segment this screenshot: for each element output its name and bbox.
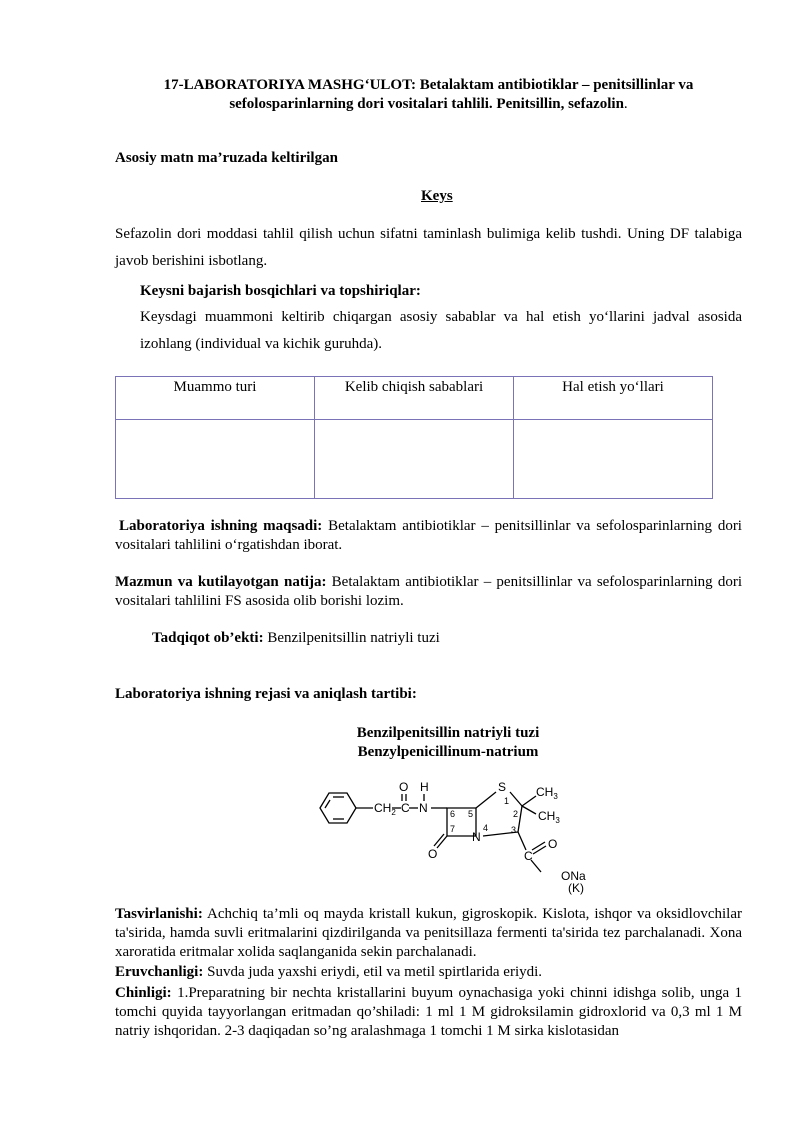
label-ch3-a: $CH_3$ [536, 785, 558, 801]
label-ona: ONa [561, 869, 586, 883]
solubility-text: Suvda juda yaxshi eriydi, etil va metil spirtlarida eriydi. [203, 964, 543, 980]
object-paragraph [152, 629, 742, 648]
table-header-problem: Muammo turi [116, 377, 315, 420]
steps-heading: Keysni bajarish bosqichlari va topshiriqlar: [140, 283, 421, 299]
label-h-top: H [420, 780, 429, 794]
keys-heading: Keys [421, 188, 453, 204]
goal-paragraph [115, 517, 742, 555]
title-text: 17-LABORATORIYA MASHG‘ULOT: Betalaktam antibiotiklar – penitsillinlar va sefolosparinlarning dori vositalari tahlili. Penitsillin, sefazolin [163, 77, 694, 112]
label-c: C [401, 801, 410, 815]
object-text: Benzilpenitsillin natriyli tuzi [263, 630, 440, 646]
intro-note: Asosiy matn ma’ruzada keltirilgan [115, 150, 338, 166]
table-cell-problem[interactable] [116, 420, 315, 499]
compound-name-uz: Benzilpenitsillin natriyli tuzi [356, 725, 540, 741]
description-label: Tasvirlanishi: [115, 906, 203, 922]
label-o-carboxy: O [548, 837, 558, 851]
table-header-causes: Kelib chiqish sabablari [315, 377, 514, 420]
table-cell-causes[interactable] [315, 420, 514, 499]
content-label: Mazmun va kutilayotgan natija: [115, 574, 327, 590]
solubility-label: Eruvchanligi: [115, 964, 204, 980]
steps-text: Keysdagi muammoni keltirib chiqargan asosiy sabablar va hal etish yo‘llarini jadval asosida izohlang (individual va kichik guruhda). [140, 309, 742, 352]
content-paragraph [115, 573, 742, 611]
ring-number-5: 5 [468, 809, 474, 819]
table-cell-solutions[interactable] [514, 420, 713, 499]
label-c-carboxy: C [524, 849, 533, 863]
ring-number-3: 3 [511, 825, 517, 835]
compound-names [300, 724, 596, 762]
object-label: Tadqiqot ob’ekti: [152, 630, 264, 646]
identity-text: 1.Preparatning bir nechta kristallarini buyum oynachasiga yoki chinni idishga solib, unga 1 tomchi quyida tayyorlangan eritmadan qo’shiladi: 1 ml 1 M gidroksilamin gidroxlorid va 0,3 ml 1 M natriy ishqoridan. 2-3 daqiqadan so’ng aralashmaga 1 tomchi 1 M sirka kislotasidan [115, 985, 742, 1039]
table-header-solutions: Hal etish yo‘llari [514, 377, 713, 420]
ring-number-2: 2 [513, 809, 519, 819]
structure-formula [300, 770, 610, 898]
content-text: Betalaktam antibiotiklar – penitsillinlar va sefolosparinlarning dori vositalari tahlilini FS asosida olib borishi lozim. [115, 574, 742, 609]
plan-heading: Laboratoriya ishning rejasi va aniqlash tartibi: [115, 686, 417, 702]
label-n-amide: N [419, 801, 428, 815]
description-text: Achchiq ta’mli oq mayda kristall kukun, gigroskopik. Kislota, ishqor va oksidlovchilar ta'sirida, hamda suvli eritmalarini qizdirilganda va penitsillaza fermenti ta'sirida tez parchalanadi. Xona xaroratida eritmalar xolida saqlanganida sekin parchalanadi. [115, 906, 742, 960]
label-n-ring: N [472, 830, 481, 844]
label-k: (K) [568, 881, 584, 895]
label-ch2: $CH_2$ [374, 801, 396, 817]
goal-text: Betalaktam antibiotiklar – penitsillinlar va sefolosparinlarning dori vositalari tahlilini o‘rgatishdan iborat. [115, 518, 742, 553]
label-o-lactam: O [428, 847, 438, 861]
ring-number-7: 7 [450, 824, 456, 834]
ring-number-4: 4 [483, 823, 489, 833]
identity-label: Chinligi: [115, 985, 172, 1001]
title-end: . [623, 96, 628, 112]
compound-name-lat: Benzylpenicillinum-natrium [357, 744, 539, 760]
ring-number-6: 6 [450, 809, 456, 819]
identity-paragraph [115, 984, 742, 1041]
description-paragraph [115, 905, 742, 962]
label-o-top: O [399, 780, 409, 794]
goal-label: Laboratoriya ishning maqsadi: [119, 518, 323, 534]
case-text: Sefazolin dori moddasi tahlil qilish uchun sifatni taminlash bulimiga kelib tushdi. Uning DF talabiga javob berishini isbotlang. [115, 226, 742, 269]
label-ch3-b: $CH_3$ [538, 809, 560, 825]
case-table [115, 376, 713, 499]
ring-number-1: 1 [504, 796, 510, 806]
page-title [115, 76, 742, 114]
solubility-paragraph [115, 963, 742, 982]
label-s: S [498, 780, 507, 794]
